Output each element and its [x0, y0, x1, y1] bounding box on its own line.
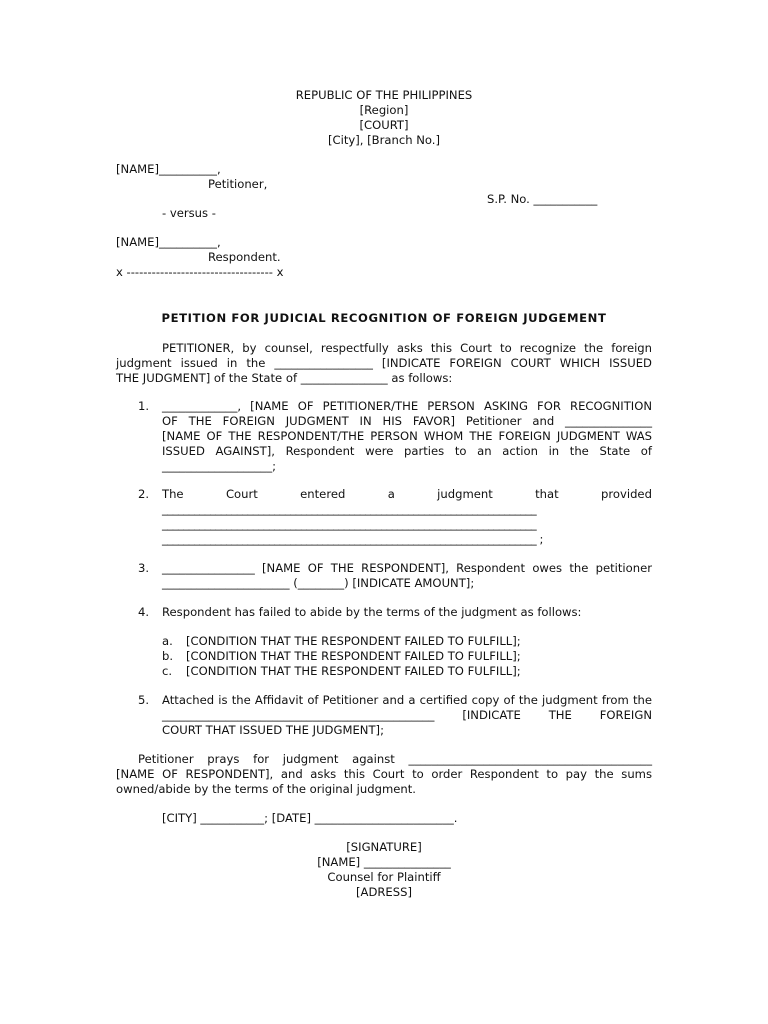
court-header: [0, 88, 768, 148]
sub-item-text: [CONDITION THAT THE RESPONDENT FAILED TO FULFILL];: [186, 664, 521, 678]
item-5-line-2: _______________________________________________ [INDICATE THE FOREIGN: [162, 708, 652, 722]
item-5-line-1: Attached is the Affidavit of Petitioner and a certified copy of the judgment from the: [162, 693, 652, 707]
prayer-line-2: [NAME OF RESPONDENT], and asks this Court to order Respondent to pay the sums: [116, 767, 652, 781]
item-1-body: [162, 399, 652, 474]
item-1-line-3: [NAME OF THE RESPONDENT/THE PERSON WHOM THE FOREIGN JUDGMENT WAS: [162, 429, 652, 443]
prayer-line-3: owned/abide by the terms of the original judgment.: [116, 782, 416, 796]
counsel-title: Counsel for Plaintiff: [327, 870, 441, 884]
signature-line: [SIGNATURE]: [346, 840, 422, 854]
prayer-line-1: Petitioner prays for judgment against __________________________________________: [138, 752, 652, 766]
intro-line-1: PETITIONER, by counsel, respectfully asks this Court to recognize the foreign: [162, 341, 652, 355]
item-2-word: a: [387, 487, 395, 501]
item-5-body: [162, 693, 652, 738]
item-2-number: 2.: [138, 487, 150, 501]
item-5-number: 5.: [138, 693, 150, 707]
sp-number: S.P. No. ___________: [487, 192, 598, 206]
item-2-word: judgment: [437, 487, 493, 501]
place-date-line: [CITY] ___________; [DATE] ________________________.: [162, 811, 458, 825]
item-2-word: The: [162, 487, 184, 501]
respondent-name: [NAME]__________,: [116, 235, 221, 249]
prayer-paragraph: [116, 752, 652, 797]
item-2-body: [162, 487, 652, 547]
item-1-line-1: _____________, [NAME OF PETITIONER/THE PERSON ASKING FOR RECOGNITION: [162, 399, 652, 413]
sub-item-letter: c.: [162, 664, 173, 678]
counsel-address: [ADRESS]: [355, 885, 412, 899]
sub-item-a: [162, 634, 521, 649]
item-5-line-3: COURT THAT ISSUED THE JUDGMENT];: [162, 723, 384, 737]
item-3-line-1: ________________ [NAME OF THE RESPONDENT], Respondent owes the petitioner: [162, 561, 652, 575]
versus-label: - versus -: [162, 206, 216, 220]
sub-item-c: [162, 664, 521, 679]
item-1-line-5: ___________________;: [162, 459, 277, 473]
header-court: [COURT]: [359, 118, 409, 132]
header-region: [Region]: [359, 103, 409, 117]
sub-item-letter: a.: [162, 634, 173, 648]
petitioner-name: [NAME]__________,: [116, 162, 221, 176]
item-3-line-2: ______________________ (________) [INDICATE AMOUNT];: [162, 576, 475, 590]
item-3-body: [162, 561, 652, 591]
sub-item-text: [CONDITION THAT THE RESPONDENT FAILED TO FULFILL];: [186, 634, 521, 648]
respondent-role: Respondent.: [208, 250, 281, 264]
item-2-word: that: [535, 487, 559, 501]
header-city-branch: [City], [Branch No.]: [327, 133, 440, 147]
document-title: PETITION FOR JUDICIAL RECOGNITION OF FOREIGN JUDGEMENT: [161, 311, 607, 325]
intro-line-3: THE JUDGMENT] of the State of _______________ as follows:: [116, 371, 453, 385]
header-republic: REPUBLIC OF THE PHILIPPINES: [295, 88, 473, 102]
item-3-number: 3.: [138, 561, 150, 575]
item-4-text: Respondent has failed to abide by the terms of the judgment as follows:: [162, 605, 582, 619]
item-2-word: entered: [300, 487, 346, 501]
item-2-first-line: [162, 487, 652, 502]
signature-block: [284, 840, 484, 900]
item-1-line-4: ISSUED AGAINST], Respondent were parties to an action in the State of: [162, 444, 652, 458]
item-2-blank-line-3: ______________________________________________________________________ ;: [162, 532, 543, 546]
sub-item-text: [CONDITION THAT THE RESPONDENT FAILED TO FULFILL];: [186, 649, 521, 663]
item-2-word: provided: [601, 487, 652, 501]
sub-item-letter: b.: [162, 649, 174, 663]
petitioner-role: Petitioner,: [208, 177, 268, 191]
sub-item-b: [162, 649, 521, 664]
item-1-line-2: OF THE FOREIGN JUDGMENT IN HIS FAVOR] Petitioner and _______________: [162, 414, 652, 428]
item-2-blank-line-1: ______________________________________________________________________: [162, 502, 537, 516]
item-4-sublist: [162, 634, 521, 679]
intro-line-2: judgment issued in the _________________ [INDICATE FOREIGN COURT WHICH ISSUED: [116, 356, 652, 370]
item-1-number: 1.: [138, 399, 150, 413]
counsel-name: [NAME] _______________: [317, 855, 451, 869]
intro-paragraph: [116, 341, 652, 386]
caption-divider: x ----------------------------------- x: [116, 265, 284, 279]
item-4-number: 4.: [138, 605, 150, 619]
item-2-word: Court: [225, 487, 258, 501]
item-2-blank-line-2: ______________________________________________________________________: [162, 517, 537, 531]
